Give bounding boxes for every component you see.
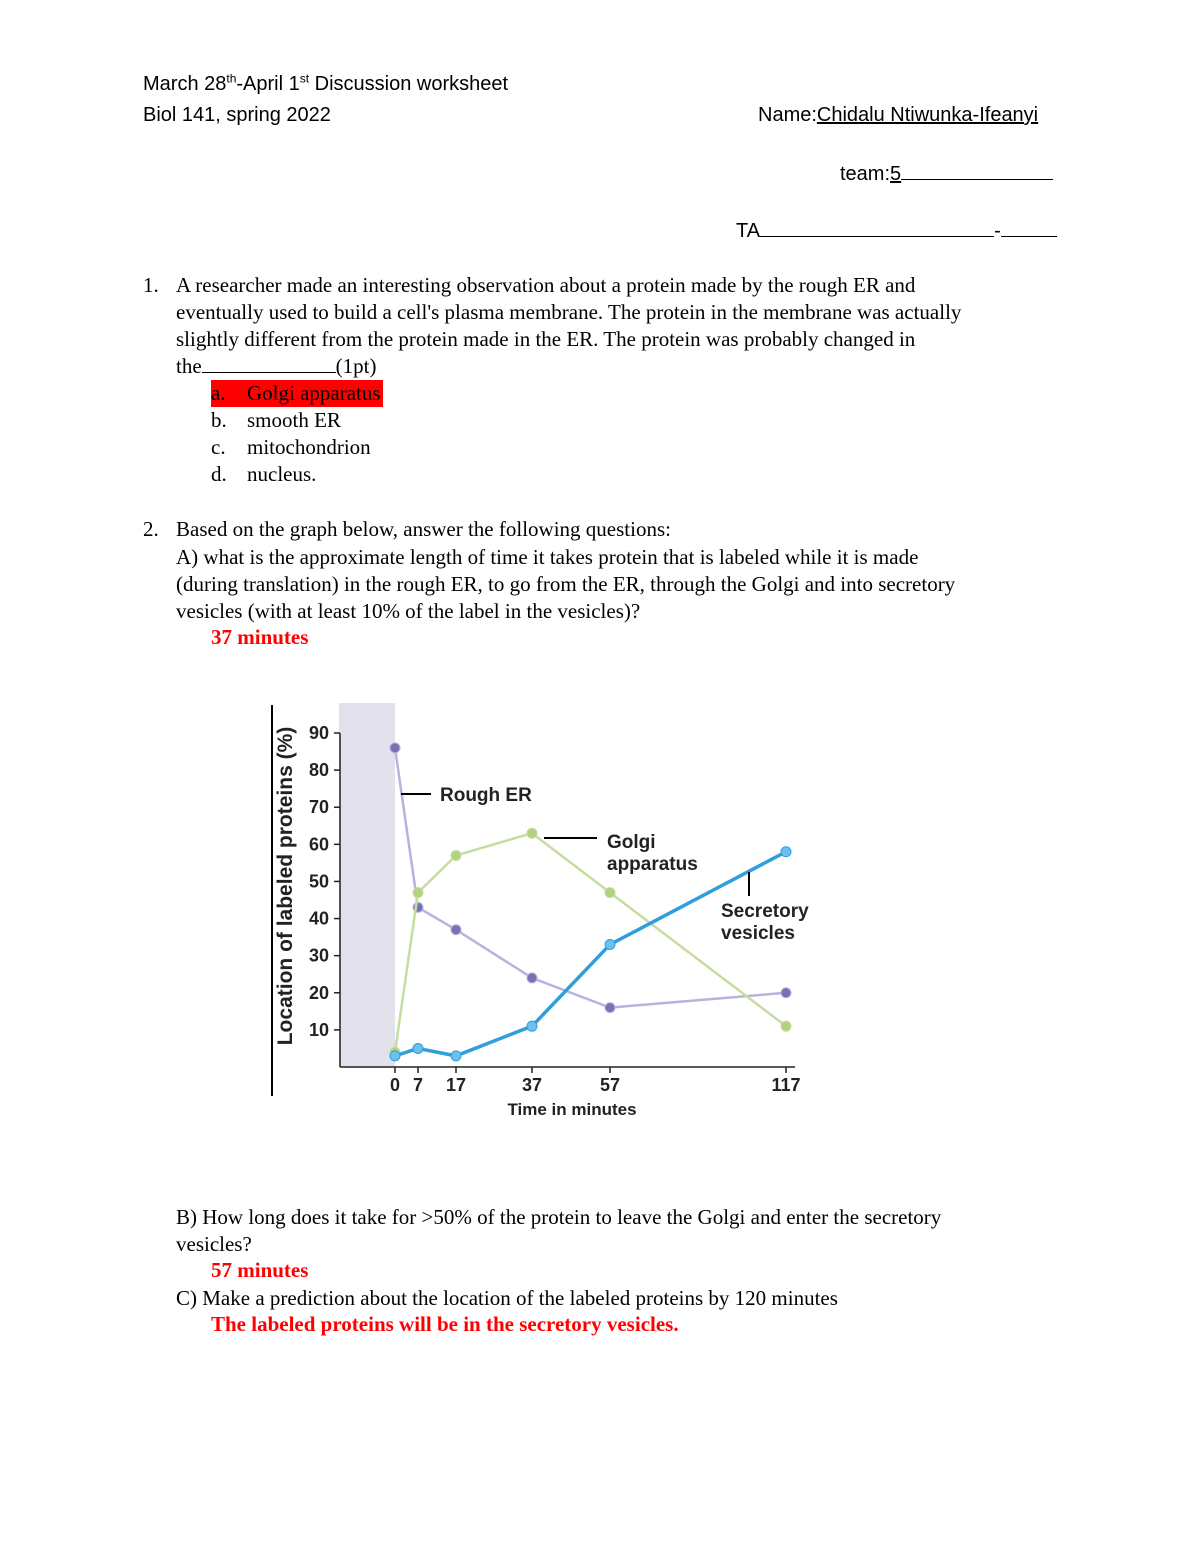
series-point-1	[451, 850, 461, 860]
course-label: Biol 141, spring 2022	[143, 104, 331, 126]
pulse-shaded-region	[339, 703, 395, 1067]
golgi-label-line-1: Golgi	[607, 832, 656, 853]
y-tick-label: 10	[308, 1019, 329, 1040]
y-tick-label: 60	[308, 834, 329, 855]
series-point-0	[527, 973, 537, 983]
team-field: team:5	[840, 161, 1053, 186]
y-tick-label: 40	[308, 908, 329, 929]
y-tick-label: 30	[308, 945, 329, 966]
x-tick-label: 0	[389, 1075, 401, 1095]
vesicles-label-line-1: Secretory	[721, 901, 809, 922]
q2-intro: Based on the graph below, answer the following questions:	[176, 517, 671, 541]
q2b-line-1: B) How long does it take for >50% of the protein to leave the Golgi and enter the secretory	[176, 1205, 942, 1229]
series-point-2	[451, 1051, 461, 1061]
series-point-0	[605, 1003, 615, 1013]
vesicles-label-line-2: vesicles	[721, 923, 795, 944]
series-point-2	[605, 940, 615, 950]
q2b-answer: 57 minutes	[211, 1258, 309, 1282]
q2a-line-3: vesicles (with at least 10% of the label in the vesicles)?	[176, 599, 641, 623]
q1-option-a: a. Golgi apparatus	[211, 381, 381, 405]
series-point-2	[781, 847, 791, 857]
series-point-1	[781, 1021, 791, 1031]
q1-line-4: the (1pt)	[176, 354, 377, 378]
series-point-2	[413, 1043, 423, 1053]
series-point-0	[390, 743, 400, 753]
series-point-2	[390, 1051, 400, 1061]
x-tick-label: 17	[445, 1075, 467, 1095]
y-axis-label: Location of labeled proteins (%)	[274, 726, 297, 1046]
x-tick-label: 57	[599, 1075, 621, 1095]
x-tick-label: 7	[412, 1075, 424, 1095]
y-tick-label: 70	[308, 797, 329, 818]
series-point-0	[781, 988, 791, 998]
series-point-1	[527, 828, 537, 838]
protein-location-chart	[255, 690, 835, 1130]
q2b-line-2: vesicles?	[176, 1232, 252, 1256]
q1-option-b: b. smooth ER	[211, 408, 341, 432]
series-point-1	[605, 888, 615, 898]
ta-field: TA -	[736, 218, 1057, 243]
series-line-2	[395, 852, 786, 1056]
y-tick-label: 90	[308, 723, 329, 743]
x-axis-label: Time in minutes	[507, 1100, 637, 1119]
golgi-label-line-2: apparatus	[607, 854, 698, 875]
x-tick-label: 37	[521, 1075, 543, 1095]
y-tick-label: 50	[308, 871, 329, 892]
q1-line-2: eventually used to build a cell's plasma membrane. The protein in the membrane was actually	[176, 300, 962, 324]
y-tick-label: 80	[308, 760, 329, 781]
x-tick-label: 117	[771, 1075, 801, 1095]
q1-option-d: d. nucleus.	[211, 462, 317, 486]
q2c-answer: The labeled proteins will be in the secretory vesicles.	[211, 1312, 679, 1336]
series-point-2	[527, 1021, 537, 1031]
q1-option-c: c. mitochondrion	[211, 435, 371, 459]
student-name: Name:Chidalu Ntiwunka-Ifeanyi	[758, 104, 1039, 126]
q1-line-1: A researcher made an interesting observation about a protein made by the rough ER and	[176, 273, 916, 297]
series-point-1	[413, 888, 423, 898]
q2a-line-1: A) what is the approximate length of time it takes protein that is labeled while it is made	[176, 545, 919, 569]
rough-er-label: Rough ER	[440, 785, 532, 806]
q1-number: 1.	[143, 273, 159, 297]
q2-number: 2.	[143, 517, 159, 541]
series-point-0	[451, 925, 461, 935]
q2c-line-1: C) Make a prediction about the location of the labeled proteins by 120 minutes	[176, 1286, 838, 1310]
q1-line-3: slightly different from the protein made in the ER. The protein was probably changed in	[176, 327, 916, 351]
q2a-answer: 37 minutes	[211, 625, 309, 649]
q2a-line-2: (during translation) in the rough ER, to go from the ER, through the Golgi and into secretory	[176, 572, 956, 596]
worksheet-title: March 28th-April 1st Discussion worksheet	[143, 71, 509, 95]
y-tick-label: 20	[308, 982, 329, 1003]
